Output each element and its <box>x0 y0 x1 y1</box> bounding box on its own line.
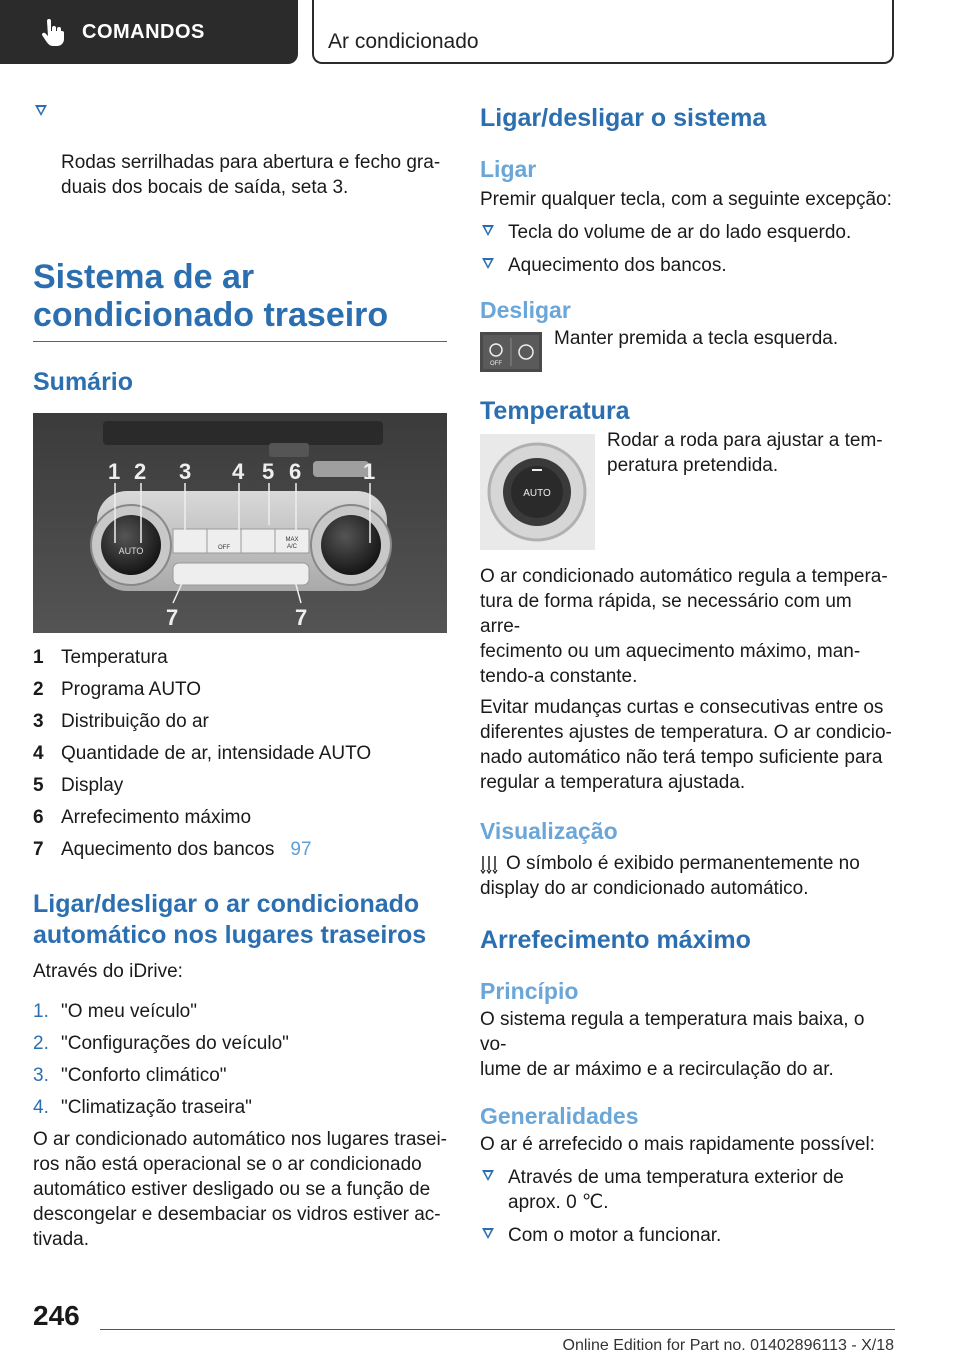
legend-number: 1 <box>33 647 44 668</box>
bullet-triangle-icon <box>482 1170 494 1181</box>
page-reference-link[interactable]: 97 <box>290 839 312 860</box>
step-number: 3. <box>33 1065 49 1086</box>
legend-list <box>33 645 447 869</box>
panel-max-label: MAX <box>285 537 299 543</box>
legend-label: Display <box>61 775 124 796</box>
knob-auto-label: AUTO <box>523 488 551 499</box>
step-number: 2. <box>33 1033 49 1054</box>
on-text: Premir qualquer tecla, com a seguinte excepção: <box>480 189 892 210</box>
max-cooling-symbol-icon <box>480 854 498 874</box>
step-number: 4. <box>33 1097 49 1118</box>
temperature-paragraph-2: Evitar mudanças curtas e consecutivas entre os diferentes ajustes de temperatura. O ar condicio- nado automático não terá tempo suficiente para regular a temperatura ajustada. <box>480 697 892 793</box>
legend-number: 4 <box>33 743 44 764</box>
legend-item <box>33 645 447 677</box>
callout-4: 4 <box>232 459 245 484</box>
knob-auto-label: AUTO <box>118 546 144 556</box>
summary-heading: Sumário <box>33 368 134 396</box>
legend-item <box>33 773 447 805</box>
legend-number: 5 <box>33 775 44 796</box>
list-item: Através de uma temperatura exterior de aprox. 0 ℃. <box>480 1165 895 1215</box>
principle-heading: Princípio <box>480 978 579 1004</box>
legend-number: 6 <box>33 807 44 828</box>
list-item: Aquecimento dos bancos. <box>480 253 895 278</box>
legend-item <box>33 709 447 741</box>
off-button-icon <box>480 332 542 372</box>
legend-number: 7 <box>33 839 44 860</box>
legend-item <box>33 677 447 709</box>
visualization-text: O símbolo é exibido permanentemente no display do ar condicionado automático. <box>480 853 860 899</box>
legend-label: Distribuição do ar <box>61 711 209 732</box>
page-header <box>0 0 960 66</box>
visualization-heading: Visualização <box>480 818 618 844</box>
step-label: "O meu veículo" <box>61 1001 197 1022</box>
temperature-heading: Temperatura <box>480 397 630 425</box>
pointing-hand-icon <box>38 17 68 47</box>
callout-5: 5 <box>262 459 275 484</box>
step-label: "Conforto climático" <box>61 1065 227 1086</box>
max-cooling-heading: Arrefecimento máximo <box>480 926 751 954</box>
temperature-paragraph-1: O ar condicionado automático regula a tempera- tura de forma rápida, se necessário com um arre- fecimento ou um aquecimento máximo, man- tendo-a constante. <box>480 566 888 687</box>
idrive-step <box>33 1095 447 1127</box>
system-onoff-heading: Ligar/desligar o sistema <box>480 104 767 132</box>
page-number: 246 <box>33 1300 80 1331</box>
section-tab <box>0 0 298 64</box>
idrive-step <box>33 1063 447 1095</box>
list-item: Tecla do volume de ar do lado esquerdo. <box>480 220 895 245</box>
general-heading: Generalidades <box>480 1103 639 1129</box>
on-heading: Ligar <box>480 156 537 182</box>
principle-text: O sistema regula a temperatura mais baixa, o vo- lume de ar máximo e a recirculação do ar. <box>480 1009 865 1080</box>
edition-text: Online Edition for Part no. 01402896113 - X/18 <box>562 1337 894 1354</box>
bullet-triangle-icon <box>482 1228 494 1239</box>
callout-7: 7 <box>166 605 179 630</box>
section-tab-label: COMANDOS <box>82 20 205 43</box>
via-idrive-text: Através do iDrive: <box>33 961 183 982</box>
bullet-triangle-icon <box>482 258 494 269</box>
list-item <box>33 100 447 200</box>
callout-1: 1 <box>108 459 121 484</box>
chapter-tab-label: Ar condicionado <box>328 30 479 53</box>
legend-item <box>33 837 447 869</box>
rear-ac-note: O ar condicionado automático nos lugares trasei- ros não está operacional se o ar condicionado automático estiver desligado ou se a função de descongelar e desembaciar os vidros estiver ac- tivada. <box>33 1129 448 1250</box>
legend-number: 2 <box>33 679 44 700</box>
step-label: "Climatização traseira" <box>61 1097 252 1118</box>
idrive-step <box>33 1031 447 1063</box>
footer-rule <box>100 1329 895 1330</box>
temperature-instruction: Rodar a roda para ajustar a tem- peratura pretendida. <box>607 430 883 476</box>
rear-ac-panel-photo <box>33 413 447 633</box>
callout-3: 3 <box>179 459 192 484</box>
legend-label: Temperatura <box>61 647 168 668</box>
idrive-steps <box>33 999 447 1127</box>
step-number: 1. <box>33 1001 49 1022</box>
panel-ac-label: A/C <box>286 544 298 550</box>
legend-label: Quantidade de ar, intensidade AUTO <box>61 743 372 764</box>
list-item: Com o motor a funcionar. <box>480 1223 895 1248</box>
off-heading: Desligar <box>480 297 571 323</box>
legend-label: Aquecimento dos bancos <box>61 839 275 860</box>
legend-item <box>33 741 447 773</box>
general-text: O ar é arrefecido o mais rapidamente possível: <box>480 1134 875 1155</box>
bullet-text: Rodas serrilhadas para abertura e fecho gra- duais dos bocais de saída, seta 3. <box>61 152 441 198</box>
temperature-knob-image <box>480 434 595 550</box>
bullet-triangle-icon <box>482 225 494 236</box>
chapter-tab <box>312 0 894 64</box>
callout-1b: 1 <box>363 459 376 484</box>
idrive-step <box>33 999 447 1031</box>
callout-7b: 7 <box>295 605 308 630</box>
onoff-rear-heading: Ligar/desligar o ar condicionado automático nos lugares traseiros <box>33 890 427 949</box>
callout-2: 2 <box>134 459 147 484</box>
right-column <box>480 103 895 1256</box>
legend-item <box>33 805 447 837</box>
panel-off-label: OFF <box>218 545 230 551</box>
page-title: Sistema de ar condicionado traseiro <box>33 258 389 334</box>
legend-label: Arrefecimento máximo <box>61 807 252 828</box>
step-label: "Configurações do veículo" <box>61 1033 289 1054</box>
legend-number: 3 <box>33 711 44 732</box>
bullet-triangle-icon <box>35 105 47 116</box>
left-column <box>33 100 447 1252</box>
off-icon-label: OFF <box>490 361 502 367</box>
legend-label: Programa AUTO <box>61 679 202 700</box>
off-text: Manter premida a tecla esquerda. <box>554 328 839 349</box>
callout-6: 6 <box>289 459 302 484</box>
